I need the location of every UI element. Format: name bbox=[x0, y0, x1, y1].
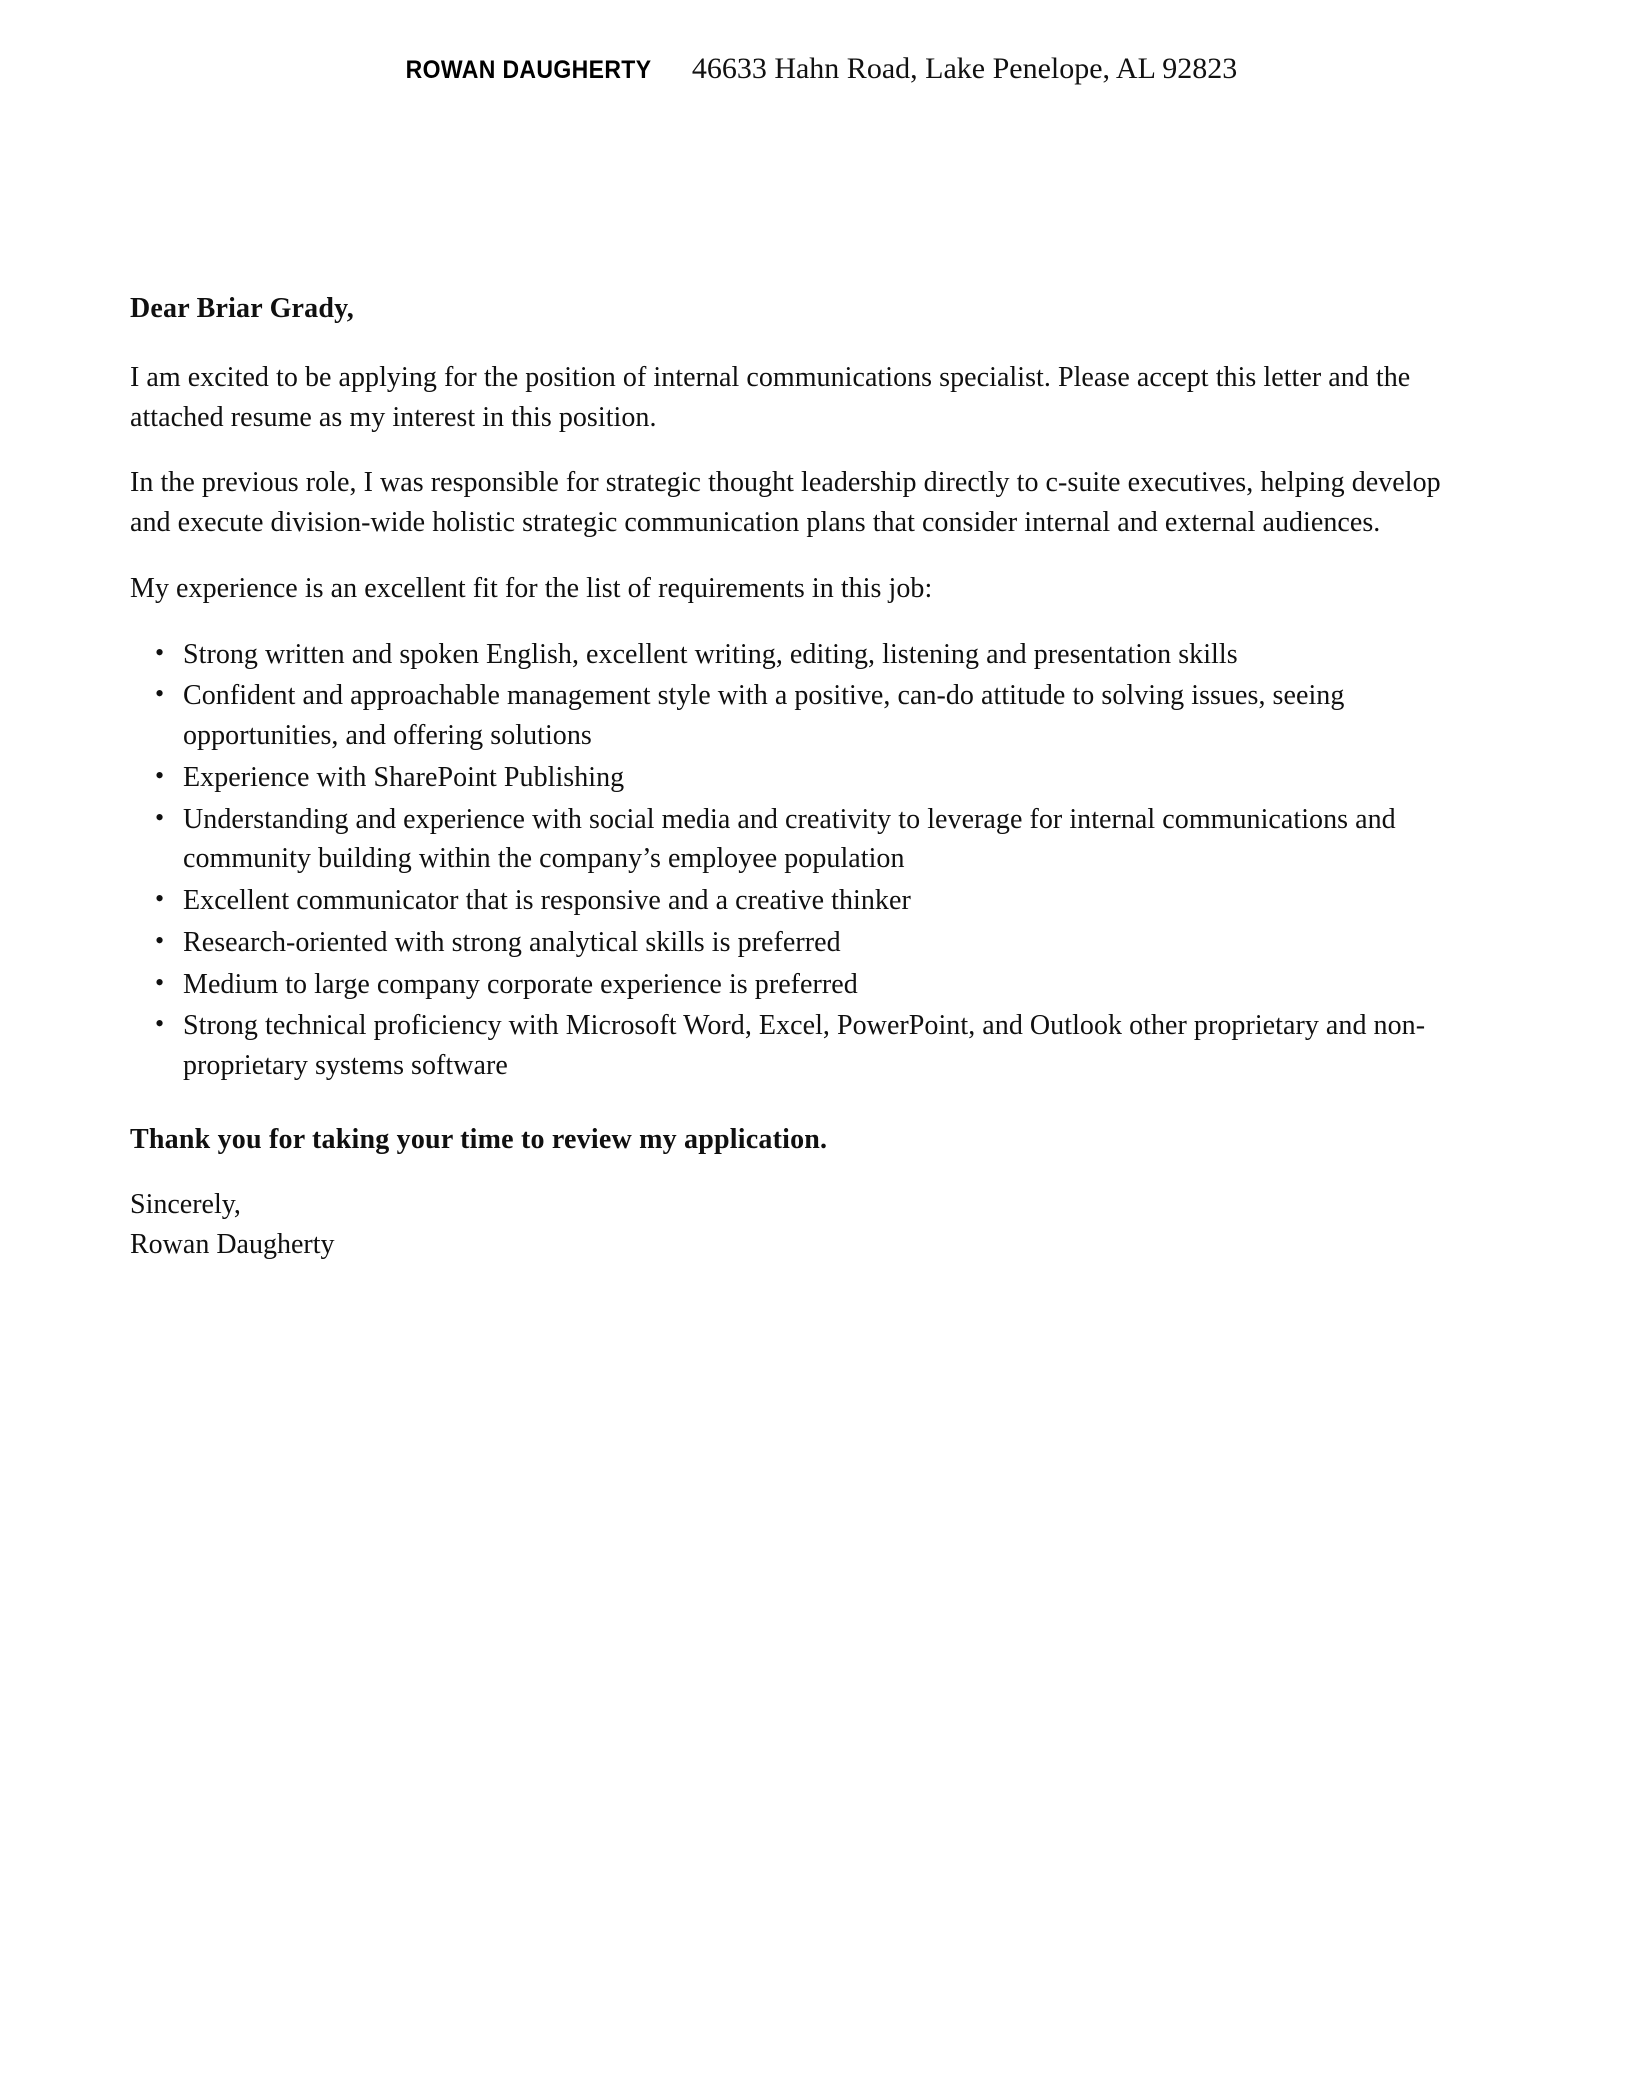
list-item: • Excellent communicator that is responsive and a creative thinker bbox=[130, 881, 1475, 921]
list-item: • Research-oriented with strong analytical skills is preferred bbox=[130, 923, 1475, 963]
paragraph-experience: In the previous role, I was responsible for strategic thought leadership directly to c-suite executives, helping develop and execute division-wide holistic strategic communication plans that consider internal and external audiences. bbox=[130, 467, 1441, 539]
list-item: • Confident and approachable management style with a positive, can-do attitude to solving issues, seeing opportunities, and offering solutions bbox=[130, 676, 1475, 756]
signoff-block bbox=[130, 1185, 1475, 1265]
paragraph-requirements-lead-in: My experience is an excellent fit for the list of requirements in this job: bbox=[130, 572, 933, 604]
list-item: • Strong technical proficiency with Microsoft Word, Excel, PowerPoint, and Outlook other proprietary and non-proprietary systems software bbox=[130, 1006, 1475, 1086]
requirements-list bbox=[130, 635, 1475, 1086]
letter-body bbox=[130, 290, 1475, 1264]
letterhead-name: ROWAN DAUGHERTY bbox=[405, 56, 652, 84]
signoff-salutation: Sincerely, bbox=[130, 1188, 241, 1220]
signature-name: Rowan Daugherty bbox=[130, 1228, 335, 1260]
list-item: • Medium to large company corporate experience is preferred bbox=[130, 965, 1475, 1005]
paragraph-intro: I am excited to be applying for the position of internal communications specialist. Please accept this letter and the attached resume as my interest in this position. bbox=[130, 361, 1411, 433]
salutation: Dear Briar Grady, bbox=[130, 293, 355, 324]
list-item: • Strong written and spoken English, excellent writing, editing, listening and presentation skills bbox=[130, 635, 1475, 675]
list-item: • Experience with SharePoint Publishing bbox=[130, 758, 1475, 798]
letterhead bbox=[0, 52, 1632, 85]
closing-statement: Thank you for taking your time to review my application. bbox=[130, 1123, 828, 1155]
list-item: • Understanding and experience with social media and creativity to leverage for internal communications and community building within the company’s employee population bbox=[130, 800, 1475, 880]
letterhead-address: 46633 Hahn Road, Lake Penelope, AL 92823 bbox=[691, 52, 1238, 85]
